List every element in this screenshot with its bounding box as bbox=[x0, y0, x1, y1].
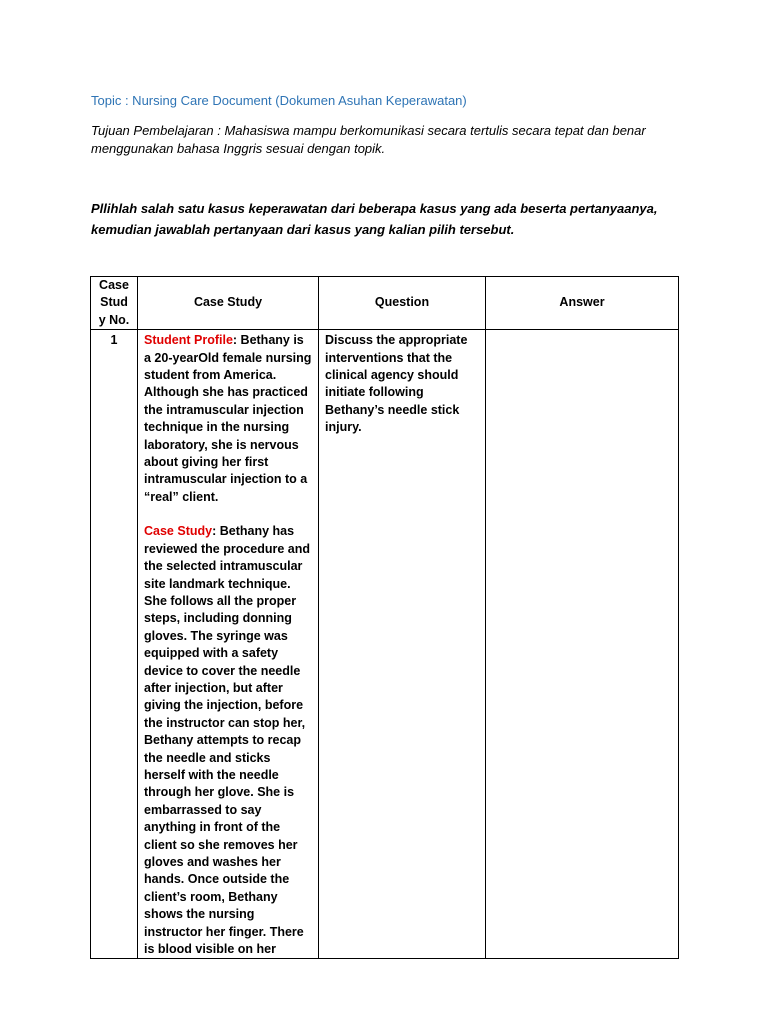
header-question: Question bbox=[319, 277, 486, 330]
header-case-no-line-2: Stud bbox=[100, 295, 128, 310]
case-study-cell bbox=[138, 330, 319, 959]
case-study-table bbox=[90, 276, 679, 959]
header-case-no-line-1: Case bbox=[99, 278, 129, 292]
student-profile-text: : Bethany is a 20-yearOld female nursing student from America. Although she has practiced the intramuscular injection technique in the nursing laboratory, she is nervous about giving her first intramuscular injection to a “real” client. bbox=[144, 333, 312, 504]
case-study-paragraph bbox=[144, 523, 312, 958]
paragraph-spacer bbox=[144, 506, 312, 523]
student-profile-label: Student Profile bbox=[144, 333, 233, 348]
header-answer: Answer bbox=[486, 277, 679, 330]
answer-cell bbox=[486, 330, 679, 959]
table-header-row bbox=[91, 277, 679, 330]
assignment-instruction bbox=[91, 198, 691, 240]
table-row bbox=[91, 330, 679, 959]
instruction-line-1: Pllihlah salah satu kasus keperawatan dari beberapa kasus yang ada beserta pertanyaanya, bbox=[91, 201, 658, 216]
case-study-label: Case Study bbox=[144, 524, 213, 539]
header-case-study: Case Study bbox=[138, 277, 319, 330]
learning-objective: Tujuan Pembelajaran : Mahasiswa mampu berkomunikasi secara tertulis secara tepat dan benar menggunakan bahasa Inggris sesuai dengan topik. bbox=[91, 123, 646, 156]
student-profile-paragraph bbox=[144, 332, 312, 506]
case-study-text: : Bethany has reviewed the procedure and the selected intramuscular site landmark technique. She follows all the proper steps, including donning gloves. The syringe was equipped with a safety device to cover the needle after injection, but after giving the injection, before the instructor can stop her, Bethany attempts to recap the needle and sticks herself with the needle through her glove. She is embarrassed to say anything in front of the client so she removes her gloves and washes her hands. Once outside the client’s room, Bethany shows the nursing instructor her finger. There is blood visible on her bbox=[144, 524, 311, 957]
header-case-no-line-3: y No. bbox=[98, 312, 130, 327]
header-case-no bbox=[91, 277, 138, 330]
instruction-line-2: kemudian jawablah pertanyaan dari kasus yang kalian pilih tersebut. bbox=[91, 222, 515, 237]
topic-heading: Topic : Nursing Care Document (Dokumen Asuhan Keperawatan) bbox=[91, 93, 467, 108]
question-cell: Discuss the appropriate interventions that the clinical agency should initiate following Bethany’s needle stick injury. bbox=[319, 330, 486, 959]
case-number-cell: 1 bbox=[91, 330, 138, 959]
